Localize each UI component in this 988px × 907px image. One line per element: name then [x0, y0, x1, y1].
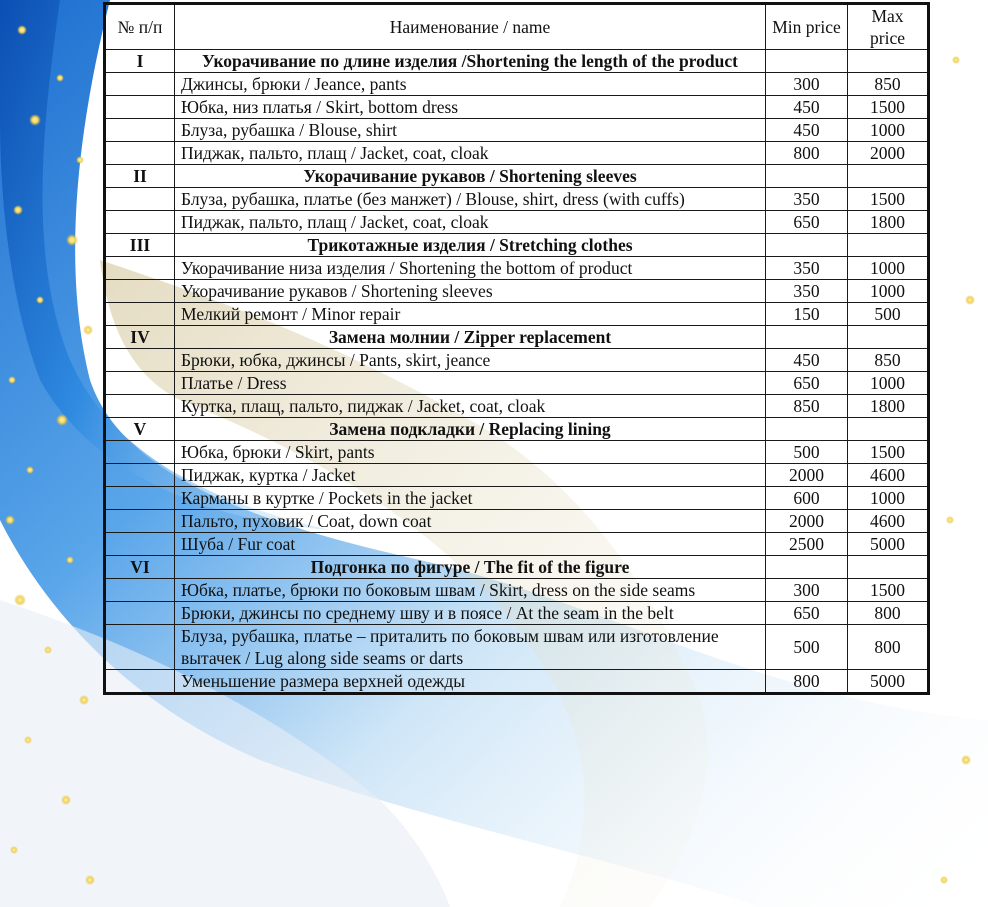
row-number-empty — [105, 464, 175, 487]
section-title: Укорачивание рукавов / Shortening sleeves — [175, 165, 766, 188]
table-row — [105, 188, 929, 211]
max-price: 2000 — [848, 142, 929, 165]
section-title: Замена подкладки / Replacing lining — [175, 418, 766, 441]
header-num: № п/п — [105, 4, 175, 50]
section-max-empty — [848, 418, 929, 441]
max-price: 800 — [848, 625, 929, 670]
row-number-empty — [105, 73, 175, 96]
section-title: Подгонка по фигуре / The fit of the figure — [175, 556, 766, 579]
max-price: 5000 — [848, 533, 929, 556]
table-row — [105, 670, 929, 694]
header-row — [105, 4, 929, 50]
service-name: Пиджак, куртка / Jacket — [175, 464, 766, 487]
service-name: Карманы в куртке / Pockets in the jacket — [175, 487, 766, 510]
table-row — [105, 533, 929, 556]
section-row — [105, 418, 929, 441]
row-number-empty — [105, 349, 175, 372]
max-price: 1500 — [848, 579, 929, 602]
section-min-empty — [766, 50, 848, 73]
section-min-empty — [766, 556, 848, 579]
section-min-empty — [766, 418, 848, 441]
section-row — [105, 165, 929, 188]
service-name: Платье / Dress — [175, 372, 766, 395]
max-price: 850 — [848, 73, 929, 96]
table-row — [105, 119, 929, 142]
row-number-empty — [105, 257, 175, 280]
max-price: 1800 — [848, 395, 929, 418]
row-number-empty — [105, 188, 175, 211]
table-row — [105, 602, 929, 625]
table-row — [105, 395, 929, 418]
row-number-empty — [105, 670, 175, 694]
header-min-price: Min price — [766, 4, 848, 50]
min-price: 300 — [766, 73, 848, 96]
table-row — [105, 303, 929, 326]
max-price: 1500 — [848, 96, 929, 119]
row-number-empty — [105, 602, 175, 625]
min-price: 150 — [766, 303, 848, 326]
min-price: 800 — [766, 142, 848, 165]
section-title: Трикотажные изделия / Stretching clothes — [175, 234, 766, 257]
service-name: Пальто, пуховик / Coat, down coat — [175, 510, 766, 533]
min-price: 650 — [766, 211, 848, 234]
service-name: Укорачивание низа изделия / Shortening the bottom of product — [175, 257, 766, 280]
min-price: 350 — [766, 188, 848, 211]
row-number-empty — [105, 441, 175, 464]
min-price: 2500 — [766, 533, 848, 556]
table-row — [105, 280, 929, 303]
section-max-empty — [848, 326, 929, 349]
section-max-empty — [848, 556, 929, 579]
table-row — [105, 510, 929, 533]
table-row — [105, 372, 929, 395]
max-price: 5000 — [848, 670, 929, 694]
max-price: 800 — [848, 602, 929, 625]
service-name: Блуза, рубашка, платье (без манжет) / Blouse, shirt, dress (with cuffs) — [175, 188, 766, 211]
section-max-empty — [848, 50, 929, 73]
table-row — [105, 464, 929, 487]
service-name: Джинсы, брюки / Jeance, pants — [175, 73, 766, 96]
row-number-empty — [105, 395, 175, 418]
service-name: Брюки, джинсы по среднему шву и в поясе / At the seam in the belt — [175, 602, 766, 625]
row-number-empty — [105, 211, 175, 234]
service-name: Юбка, платье, брюки по боковым швам / Skirt, dress on the side seams — [175, 579, 766, 602]
min-price: 800 — [766, 670, 848, 694]
service-name: Юбка, низ платья / Skirt, bottom dress — [175, 96, 766, 119]
table-row — [105, 487, 929, 510]
max-price: 4600 — [848, 510, 929, 533]
min-price: 650 — [766, 372, 848, 395]
min-price: 2000 — [766, 464, 848, 487]
section-min-empty — [766, 165, 848, 188]
section-number: III — [105, 234, 175, 257]
table-row — [105, 211, 929, 234]
row-number-empty — [105, 142, 175, 165]
min-price: 2000 — [766, 510, 848, 533]
max-price: 1500 — [848, 188, 929, 211]
max-price: 1000 — [848, 257, 929, 280]
service-name: Брюки, юбка, джинсы / Pants, skirt, jeance — [175, 349, 766, 372]
section-min-empty — [766, 326, 848, 349]
section-row — [105, 326, 929, 349]
min-price: 450 — [766, 96, 848, 119]
max-price: 4600 — [848, 464, 929, 487]
section-number: II — [105, 165, 175, 188]
section-number: VI — [105, 556, 175, 579]
service-name: Куртка, плащ, пальто, пиджак / Jacket, coat, cloak — [175, 395, 766, 418]
section-number: IV — [105, 326, 175, 349]
service-name: Шуба / Fur coat — [175, 533, 766, 556]
max-price: 1000 — [848, 372, 929, 395]
row-number-empty — [105, 280, 175, 303]
min-price: 350 — [766, 257, 848, 280]
row-number-empty — [105, 96, 175, 119]
table-row — [105, 73, 929, 96]
service-name: Укорачивание рукавов / Shortening sleeves — [175, 280, 766, 303]
row-number-empty — [105, 487, 175, 510]
row-number-empty — [105, 579, 175, 602]
section-title: Замена молнии / Zipper replacement — [175, 326, 766, 349]
row-number-empty — [105, 510, 175, 533]
service-name: Пиджак, пальто, плащ / Jacket, coat, cloak — [175, 211, 766, 234]
min-price: 300 — [766, 579, 848, 602]
section-max-empty — [848, 165, 929, 188]
price-table — [103, 2, 930, 695]
table-row — [105, 625, 929, 670]
section-row — [105, 234, 929, 257]
service-name: Блуза, рубашка, платье – приталить по боковым швам или изготовление вытачек / Lug along side seams or darts — [175, 625, 766, 670]
max-price: 1800 — [848, 211, 929, 234]
section-row — [105, 556, 929, 579]
table-row — [105, 96, 929, 119]
header-max-price: Max price — [848, 4, 929, 50]
min-price: 650 — [766, 602, 848, 625]
service-name: Мелкий ремонт / Minor repair — [175, 303, 766, 326]
min-price: 850 — [766, 395, 848, 418]
table-row — [105, 349, 929, 372]
section-number: V — [105, 418, 175, 441]
section-row — [105, 50, 929, 73]
max-price: 1000 — [848, 119, 929, 142]
max-price: 1000 — [848, 280, 929, 303]
section-max-empty — [848, 234, 929, 257]
max-price: 1500 — [848, 441, 929, 464]
section-title: Укорачивание по длине изделия /Shortening the length of the product — [175, 50, 766, 73]
min-price: 350 — [766, 280, 848, 303]
row-number-empty — [105, 625, 175, 670]
header-name: Наименование / name — [175, 4, 766, 50]
section-number: I — [105, 50, 175, 73]
service-name: Пиджак, пальто, плащ / Jacket, coat, cloak — [175, 142, 766, 165]
table-row — [105, 441, 929, 464]
table-row — [105, 142, 929, 165]
service-name: Блуза, рубашка / Blouse, shirt — [175, 119, 766, 142]
table-row — [105, 579, 929, 602]
min-price: 600 — [766, 487, 848, 510]
min-price: 450 — [766, 349, 848, 372]
service-name: Уменьшение размера верхней одежды — [175, 670, 766, 694]
row-number-empty — [105, 303, 175, 326]
max-price: 500 — [848, 303, 929, 326]
table-row — [105, 257, 929, 280]
min-price: 500 — [766, 441, 848, 464]
max-price: 1000 — [848, 487, 929, 510]
section-min-empty — [766, 234, 848, 257]
row-number-empty — [105, 119, 175, 142]
service-name: Юбка, брюки / Skirt, pants — [175, 441, 766, 464]
row-number-empty — [105, 372, 175, 395]
row-number-empty — [105, 533, 175, 556]
min-price: 500 — [766, 625, 848, 670]
max-price: 850 — [848, 349, 929, 372]
min-price: 450 — [766, 119, 848, 142]
